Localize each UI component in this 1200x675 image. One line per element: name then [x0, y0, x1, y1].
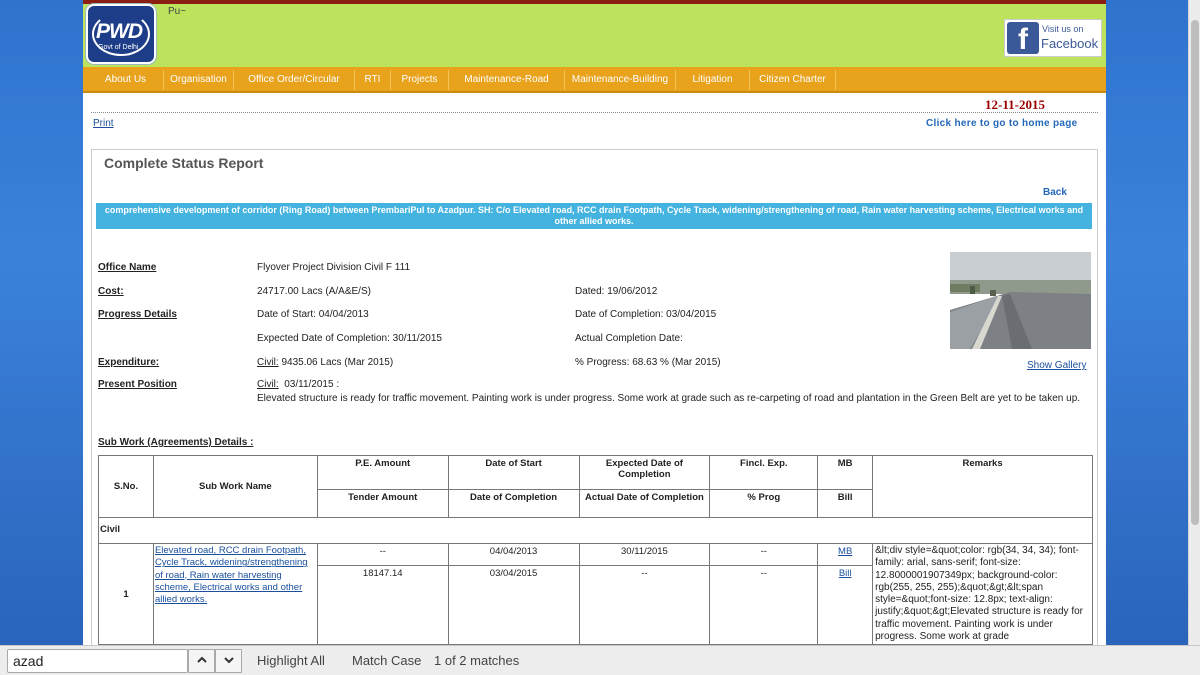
row-remarks: &lt;div style=&quot;color: rgb(34, 34, 34); font-family: arial, sans-serif; font-size: 12.8000001907349px; background-color: rgb(255, 255, 255);&quot;&gt;&lt;span style=&quot;font-size: 12.8px; text-align: justify;&quot;&gt;Elevated structure is ready for traffic movement. Painting work is under progress. Some work at grade: [873, 544, 1093, 645]
date-of-completion: Date of Completion: 03/04/2015: [575, 309, 717, 320]
scrollbar[interactable]: [1188, 0, 1200, 645]
row-expected-date: 30/11/2015: [579, 544, 710, 566]
print-link[interactable]: Print: [93, 118, 114, 129]
header-prog: % Prog: [710, 490, 818, 518]
back-link[interactable]: Back: [1043, 187, 1067, 198]
background-right: [1106, 0, 1188, 645]
facebook-name: Facebook: [1041, 36, 1099, 51]
facebook-link[interactable]: [1004, 19, 1102, 57]
row-actual-date: --: [579, 566, 710, 645]
row-subwork-name: [153, 544, 317, 645]
project-banner: comprehensive development of corridor (Ring Road) between PrembariPul to Azadpur. SH: C/o Elevated road, RCC drain Footpath, Cycle Track, widening/strengthening of road, Rain water harvesting scheme, Electrical works and other allied works.: [96, 203, 1092, 229]
row-bill: [818, 566, 873, 645]
mb-link[interactable]: MB: [838, 546, 853, 557]
present-civil-label: Civil:: [257, 379, 279, 390]
current-date: 12-11-2015: [985, 97, 1045, 112]
subwork-heading: Sub Work (Agreements) Details :: [98, 437, 254, 448]
header-expected-date: Expected Date of Completion: [579, 456, 710, 490]
header-pe-amount: P.E. Amount: [317, 456, 448, 490]
match-count: 1 of 2 matches: [434, 653, 520, 668]
header-date-start: Date of Start: [448, 456, 579, 490]
nav-maintenance-road[interactable]: Maintenance-Road: [449, 70, 565, 90]
find-previous-button[interactable]: [188, 649, 215, 673]
header-subwork-name: Sub Work Name: [153, 456, 317, 518]
office-name-value: Flyover Project Division Civil F 111: [257, 262, 411, 273]
home-link[interactable]: Click here to go to home page: [926, 118, 1078, 129]
row-fincl-exp: --: [710, 544, 818, 566]
expenditure-amount: 9435.06 Lacs (Mar 2015): [281, 357, 394, 368]
find-next-button[interactable]: [215, 649, 242, 673]
find-bar: [0, 645, 1200, 675]
header-fincl-exp: Fincl. Exp.: [710, 456, 818, 490]
nav-maintenance-building[interactable]: Maintenance-Building: [565, 70, 676, 90]
logo-subtitle: Govt of Delhi: [98, 44, 139, 51]
nav-litigation[interactable]: Litigation: [676, 70, 750, 90]
expenditure-label: Expenditure:: [98, 357, 160, 368]
header-actual-date: Actual Date of Completion: [579, 490, 710, 518]
section-civil: Civil: [99, 518, 1093, 544]
nav-rti[interactable]: RTI: [355, 70, 391, 90]
chevron-up-icon: [196, 655, 208, 665]
row-pe-amount: --: [317, 544, 448, 566]
bill-link[interactable]: Bill: [838, 568, 852, 579]
actual-completion: Actual Completion Date:: [575, 333, 683, 344]
status-report-panel: [91, 149, 1098, 645]
cost-value: 24717.00 Lacs (A/A&E/S): [257, 286, 371, 297]
row-sno: 1: [99, 544, 154, 645]
cost-label: Cost:: [98, 286, 124, 297]
subwork-name-link[interactable]: Elevated road, RCC drain Footpath, Cycle Track, widening/strengthening of road, Rain water harvesting scheme, Electrical works and other allied works.: [154, 545, 308, 606]
facebook-visit-text: Visit us on: [1042, 24, 1084, 34]
road-photo-image: [950, 252, 1091, 349]
present-position-label: Present Position: [98, 379, 177, 390]
header-remarks: Remarks: [873, 456, 1093, 518]
scroll-thumb[interactable]: [1191, 20, 1199, 525]
header-mb: MB: [818, 456, 873, 490]
subwork-table: [98, 455, 1093, 645]
report-title: Complete Status Report: [104, 155, 264, 171]
header-date-completion: Date of Completion: [448, 490, 579, 518]
progress-details-label: Progress Details: [98, 309, 177, 320]
row-mb: [818, 544, 873, 566]
find-input[interactable]: azad: [7, 649, 188, 673]
header-bill: Bill: [818, 490, 873, 518]
main-nav: [83, 67, 1106, 93]
nav-about-us[interactable]: About Us: [88, 70, 164, 90]
present-position-text: Elevated structure is ready for traffic movement. Painting work is under progress. Some work at grade such as re-carpeting of road and plantation in the Green Belt are yet to be taken up.: [257, 393, 1081, 404]
facebook-icon: f: [1007, 22, 1039, 54]
nav-projects[interactable]: Projects: [391, 70, 449, 90]
pwd-logo[interactable]: [86, 4, 156, 64]
row-tender-amount: 18147.14: [317, 566, 448, 645]
highlight-all-toggle[interactable]: Highlight All: [257, 653, 325, 668]
chevron-down-icon: [223, 655, 235, 665]
page: [83, 0, 1106, 645]
background-left: [0, 0, 83, 645]
civil-label: Civil:: [257, 357, 279, 368]
present-date: 03/11/2015 :: [284, 379, 340, 390]
expected-completion: Expected Date of Completion: 30/11/2015: [257, 333, 442, 344]
divider: [91, 112, 1098, 113]
row-date-completion: 03/04/2015: [448, 566, 579, 645]
office-name-label: Office Name: [98, 262, 157, 273]
nav-organisation[interactable]: Organisation: [164, 70, 234, 90]
match-case-toggle[interactable]: Match Case: [352, 653, 422, 668]
present-position-date: [257, 379, 339, 390]
header-sno: S.No.: [99, 456, 154, 518]
date-of-start: Date of Start: 04/04/2013: [257, 309, 369, 320]
expenditure-value: [257, 357, 393, 368]
show-gallery-link[interactable]: Show Gallery: [1027, 360, 1087, 371]
dated-value: Dated: 19/06/2012: [575, 286, 658, 297]
nav-office-order[interactable]: Office Order/Circular: [234, 70, 355, 90]
header-small-text: Pu~: [168, 6, 187, 17]
nav-citizen-charter[interactable]: Citizen Charter: [750, 70, 836, 90]
site-header: [83, 0, 1106, 67]
header-tender-amount: Tender Amount: [317, 490, 448, 518]
project-photo[interactable]: [950, 252, 1091, 349]
progress-percent: % Progress: 68.63 % (Mar 2015): [575, 357, 721, 368]
logo-text: PWD: [96, 20, 142, 43]
row-date-start: 04/04/2013: [448, 544, 579, 566]
row-prog: --: [710, 566, 818, 645]
